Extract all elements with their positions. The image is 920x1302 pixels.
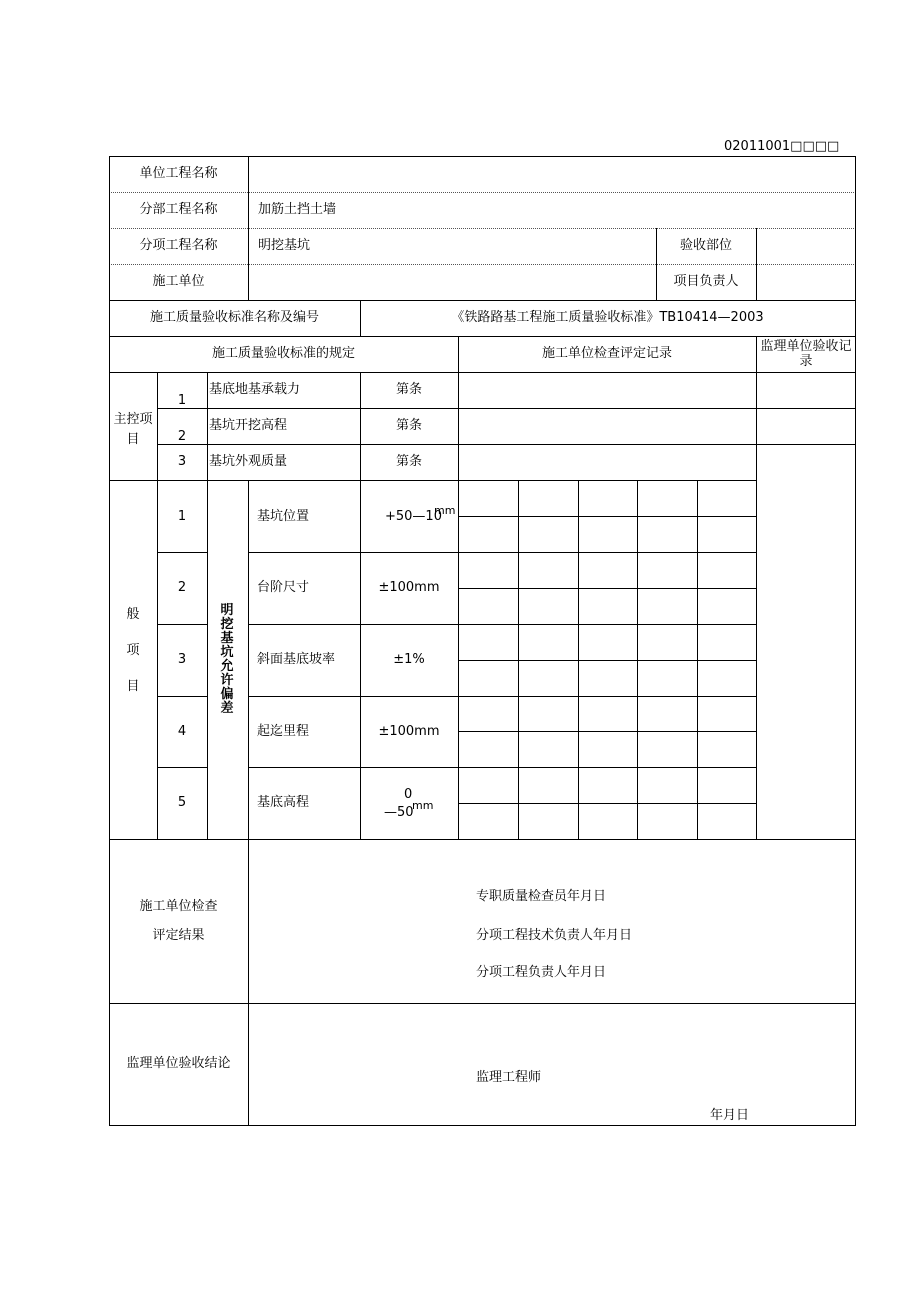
rule <box>248 156 249 300</box>
rule <box>458 516 757 517</box>
standard-label: 施工质量验收标准名称及编号 <box>149 310 319 325</box>
constructor-label: 施工单位 <box>152 274 205 289</box>
rule <box>248 480 249 839</box>
rule <box>637 480 638 839</box>
rule <box>756 336 757 839</box>
quality-inspector-line: 专职质量检查员年月日 <box>476 889 607 904</box>
supervisor-engineer-line: 监理工程师 <box>476 1070 542 1085</box>
technical-leader-line: 分项工程技术负责人年月日 <box>476 928 633 943</box>
main-item-no: 2 <box>177 429 187 444</box>
general-item-no: 2 <box>177 580 187 595</box>
rule <box>109 264 856 265</box>
rule <box>207 372 208 839</box>
rule <box>157 696 208 697</box>
form-code: 02011001□□□□ <box>724 139 840 154</box>
rule <box>157 767 208 768</box>
general-label-3: 目 <box>126 679 140 694</box>
subitem-value: 明挖基坑 <box>258 238 311 253</box>
main-item-name: 基坑开挖高程 <box>209 418 288 433</box>
rule <box>157 444 856 445</box>
division-label: 分部工程名称 <box>139 202 218 217</box>
rule <box>109 228 856 229</box>
main-item-name: 基坑外观质量 <box>209 454 288 469</box>
general-label-2: 项 <box>126 643 140 658</box>
main-control-label: 主控项目 <box>113 412 153 447</box>
acceptance-part-label: 验收部位 <box>679 238 732 253</box>
general-item-no: 5 <box>177 795 187 810</box>
rule <box>756 228 757 300</box>
general-item-tolerance-top: 0 <box>404 787 413 802</box>
general-item-name: 基坑位置 <box>257 509 310 524</box>
rule <box>109 192 856 193</box>
rule <box>458 588 757 589</box>
general-label-1: 般 <box>126 607 140 622</box>
general-item-tolerance-bottom: —50 <box>384 805 414 820</box>
general-item-name: 起迄里程 <box>257 724 310 739</box>
general-item-tolerance: +50—10 <box>385 509 442 524</box>
main-item-clause: 第条 <box>395 454 422 469</box>
main-item-clause: 第条 <box>395 382 422 397</box>
rule <box>458 336 459 839</box>
rule <box>157 552 208 553</box>
general-item-no: 1 <box>177 509 187 524</box>
rule <box>109 1003 856 1004</box>
rule <box>109 839 856 840</box>
spec-column-header: 施工质量验收标准的规定 <box>211 346 355 361</box>
rule <box>360 372 361 839</box>
rule <box>248 552 757 553</box>
general-item-name: 斜面基底坡率 <box>257 652 336 667</box>
rule <box>248 696 757 697</box>
general-item-unit: mm <box>434 504 456 517</box>
rule <box>458 731 757 732</box>
subitem-leader-line: 分项工程负责人年月日 <box>476 965 607 980</box>
constructor-result-label-1: 施工单位检查 <box>139 899 218 914</box>
general-item-no: 3 <box>177 652 187 667</box>
main-item-name: 基底地基承载力 <box>209 382 301 397</box>
rule <box>109 300 856 301</box>
rule <box>109 372 856 373</box>
rule <box>157 408 856 409</box>
project-leader-label: 项目负责人 <box>673 274 739 289</box>
subitem-label: 分项工程名称 <box>139 238 218 253</box>
rule <box>248 767 757 768</box>
rule <box>697 480 698 839</box>
general-item-tolerance: ±100mm <box>378 580 440 595</box>
general-item-tolerance: ±1% <box>393 652 425 667</box>
general-item-name: 基底高程 <box>257 795 310 810</box>
standard-value: 《铁路路基工程施工质量验收标准》TB10414—2003 <box>451 310 764 325</box>
general-item-tolerance: ±100mm <box>378 724 440 739</box>
rule <box>248 624 757 625</box>
main-item-clause: 第条 <box>395 418 422 433</box>
constructor-result-label-2: 评定结果 <box>152 928 205 943</box>
general-item-name: 台阶尺寸 <box>257 580 310 595</box>
constructor-record-header: 施工单位检查评定记录 <box>541 346 672 361</box>
rule <box>109 1125 856 1126</box>
main-item-no: 3 <box>177 454 187 469</box>
general-item-unit: mm <box>412 799 434 812</box>
supervisor-conclusion-label: 监理单位验收结论 <box>126 1056 231 1071</box>
rule <box>157 624 208 625</box>
division-value: 加筋土挡土墙 <box>258 202 337 217</box>
rule <box>578 480 579 839</box>
rule <box>458 803 757 804</box>
rule <box>109 336 856 337</box>
supervisor-date: 年月日 <box>710 1108 750 1123</box>
rule <box>458 660 757 661</box>
rule <box>109 156 110 1126</box>
rule <box>855 156 856 1126</box>
general-group-label: 明挖基坑允许偏差 <box>220 603 234 716</box>
main-item-no: 1 <box>177 393 187 408</box>
general-item-no: 4 <box>177 724 187 739</box>
supervisor-record-header: 监理单位验收记录 <box>760 339 852 369</box>
rule <box>518 480 519 839</box>
rule <box>109 156 856 157</box>
rule <box>248 839 249 1125</box>
unit-project-label: 单位工程名称 <box>139 166 218 181</box>
